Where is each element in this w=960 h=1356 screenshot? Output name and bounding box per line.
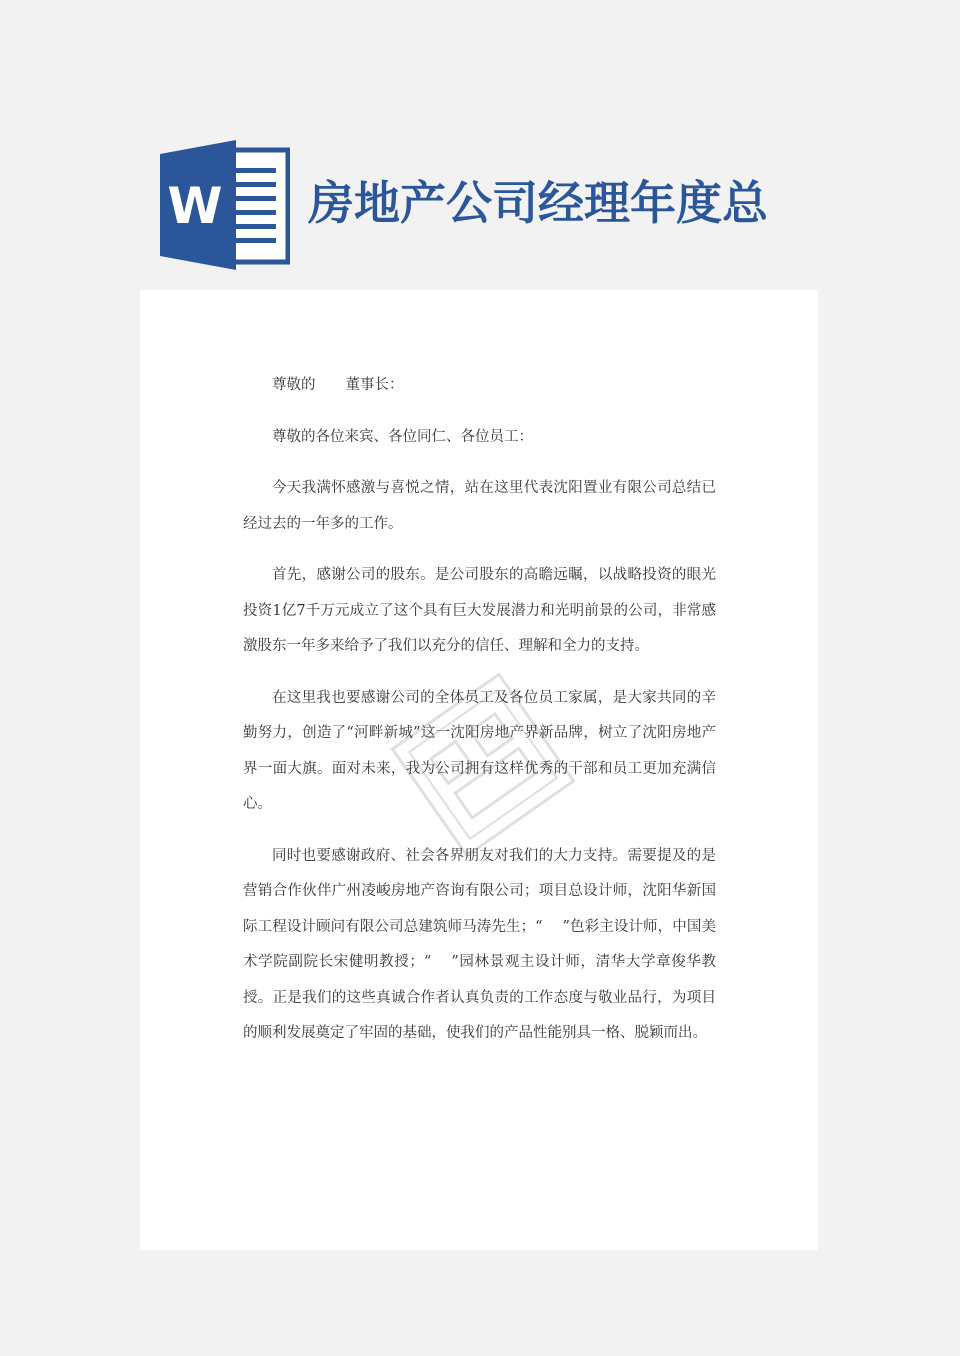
salutation-title: 董事长： <box>345 377 404 393</box>
salutation-guests: 尊敬的各位来宾、各位同仁、各位员工： <box>272 428 533 445</box>
paragraph-partners-part-2: ”色彩主设计师，中国美术学院副院长宋健明教授；“ <box>243 918 716 970</box>
salutation-chairman <box>243 368 716 404</box>
document-page <box>140 290 818 1250</box>
paragraph-employees: 在这里我也要感谢公司的全体员工及各位员工家属，是大家共同的辛勤努力，创造了“河畔新城”这一沈阳房地产界新品牌，树立了沈阳房地产界一面大旗。面对未来，我为公司拥有这样优秀的干部和员工更加充满信心。 <box>243 689 716 812</box>
paragraph-partners <box>243 839 716 1052</box>
salutation-prefix: 尊敬的 <box>272 377 316 393</box>
word-icon <box>160 140 290 270</box>
paragraph-partners-part-3: ”园林景观主设计师，清华大学章俊华教授。正是我们的这些真诚合作者认真负责的工作态度与敬业品行，为项目的顺利发展奠定了牢固的基础，使我们的产品性能别具一格、脱颖而出。 <box>243 954 716 1041</box>
document-title: 房地产公司经理年度总 <box>308 176 768 230</box>
header-banner <box>0 0 960 290</box>
paragraph-partners-part-1: 同时也要感谢政府、社会各界朋友对我们的大力支持。需要提及的是营销合作伙伴广州凌峻房地产咨询有限公司；项目总设计师，沈阳华新国际工程设计顾问有限公司总建筑师马涛先生；“ <box>243 847 716 935</box>
paragraph-intro: 今天我满怀感激与喜悦之情，站在这里代表沈阳置业有限公司总结已经过去的一年多的工作。 <box>243 480 716 532</box>
paragraph-shareholders: 首先，感谢公司的股东。是公司股东的高瞻远瞩，以战略投资的眼光投资1亿7千万元成立了这个具有巨大发展潜力和光明前景的公司，非常感激股东一年多来给予了我们以充分的信任、理解和全力的支持。 <box>243 567 716 654</box>
word-icon-letter: W <box>167 177 223 235</box>
